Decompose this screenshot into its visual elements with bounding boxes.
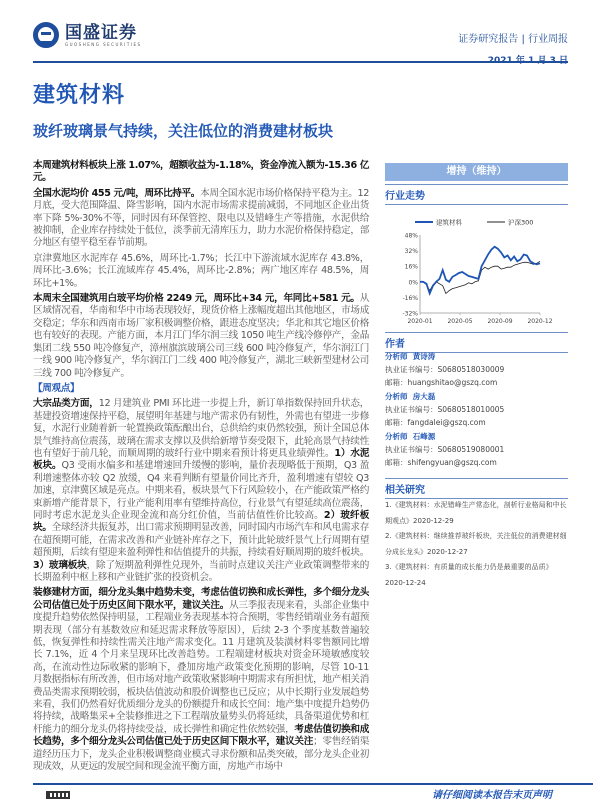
email-label: 邮箱： bbox=[385, 418, 408, 427]
bold-text: 1）水泥板块。 bbox=[33, 447, 369, 472]
cert-label: 执业证书编号： bbox=[385, 445, 438, 454]
y-tick-label: 48% bbox=[404, 232, 418, 240]
body-paragraph bbox=[33, 398, 369, 584]
cert-label: 执业证书编号： bbox=[385, 405, 438, 414]
analyst-name: 石峰源 bbox=[412, 432, 436, 441]
x-tick-label: 2020-05 bbox=[447, 318, 473, 325]
text-segment: 12 月建筑业 PMI 环比进一步提上升，新订单指数保持回升状态，基建投资增速保持平稳，展望明年基建与地产需求仍有韧性，外需也有望进一步修复，水泥行业随着新一轮置换政策酝酿出台，总供给约束仍然较强，预计全国总体景气维持高位震荡，玻璃在需求支撑以及供给新增节奏受限下，此轮高景气持续性也有望好于前几轮，而顺周期的玻纤行业中期来看预计将更具业绩弹性。 bbox=[33, 398, 369, 459]
related-list bbox=[385, 498, 568, 591]
analyst-card bbox=[385, 430, 504, 469]
related-item[interactable]: 2.《建筑材料：继续推荐玻纤板块，关注低位的消费建材细分成长龙头》2020-12-27 bbox=[385, 532, 567, 556]
analyst-card bbox=[385, 350, 504, 389]
industry-trend-chart bbox=[400, 210, 570, 335]
bold-text: 装修建材方面，细分龙头集中趋势未变，考虑估值切换和成长弹性，多个细分龙头公司估值已处于历史区间下限水平，建议关注。 bbox=[33, 587, 369, 611]
report-date bbox=[458, 53, 568, 66]
company-name-en: GUOSHENG SECURITIES bbox=[65, 41, 142, 47]
rating-badge: 增持（维持） bbox=[385, 163, 568, 181]
email-link[interactable]: fangdalei@gszq.com bbox=[407, 418, 486, 427]
cert-number: S0680519080001 bbox=[437, 445, 505, 454]
series-line-building-materials bbox=[420, 247, 540, 294]
x-tick-label: 2020-01 bbox=[407, 318, 433, 325]
company-name: 国盛证券 bbox=[65, 22, 137, 43]
analyst-role: 分析师 bbox=[385, 392, 408, 401]
text-segment: 从三季报表现来看，头部企业集中度提升趋势依然保持明显，工程端业务表现基本符合预期，零售经销端业务有超预期表现（部分有基数效应和延迟需求释放等原因），后续 2-3 个季度基数普遍较低，恢复弹性和持续性需关注地产需求变化。11 月建筑及装潢材料零售额同比增长 7.1%，近 4 个月来呈现环比改善趋势。工程端建材板块对资金环境敏感度较高，在流动性边际收紧的影响下，叠加房地产政策变化预期的影响，尽管 10-11 月数据指标有所改善，但市场对地产政策收紧影响中期需求有所担忧，地产相关消费品类需求预期较弱，板块估值波动和股价调整也已反应；从中长期行业发展趋势来看，我们仍然看好优质细分龙头的份额提升和成长空间：地产集中度提升趋势仍将持续，战略集采+全装修推进之下工程端放量势头仍将延续，具备渠道优势和杠杆能力的细分龙头仍将持续受益，成长弹性和确定性依然较强， bbox=[33, 599, 370, 735]
y-tick-label: 16% bbox=[404, 263, 418, 271]
x-tick-label: 2020-12 bbox=[527, 318, 553, 325]
email-link[interactable]: huangshitao@gszq.com bbox=[407, 378, 498, 387]
bold-text: 全国水泥均价 455 元/吨，周环比持平。 bbox=[33, 187, 201, 199]
company-logo bbox=[33, 22, 142, 48]
analyst-role: 分析师 bbox=[385, 352, 408, 361]
body-paragraph bbox=[33, 253, 369, 290]
report-type: 证券研究报告 | 行业周报 bbox=[458, 34, 568, 45]
analyst-role: 分析师 bbox=[385, 432, 408, 441]
text-segment: 从区域情况看，华南和华中市场表现较好，现货价格上涨幅度超出其他地区，市场成交稳定；华东和西南市场厂家积极调整价格，跟进态度坚决；华北和其它地区价格也有较好的表现。产能方面，本月江门华尔润三线 1050 吨生产线冷修停产，金晶集团二线 550 吨冷修复产，漳州旗滨玻璃公司三线 600 吨冷修复产，华尔润江门一线 900 吨冷修复产，华尔润江门二线 400 吨冷修复产，湖北三峡新型建材公司三线 700 吨冷修复产。 bbox=[33, 293, 369, 379]
cert-number: S0680518030009 bbox=[437, 365, 505, 374]
email-label: 邮箱： bbox=[385, 378, 408, 387]
analyst-card bbox=[385, 390, 504, 429]
x-tick-label: 2020-09 bbox=[487, 318, 513, 325]
y-tick-label: -32% bbox=[402, 310, 418, 318]
bold-text: 本周末全国建筑用白玻平均价格 2249 元，周环比+34 元，年同比+581 元。 bbox=[33, 293, 360, 305]
related-item[interactable]: 3.《建筑材料：有质量的成长能力仍是最重要的品质》 2020-12-24 bbox=[385, 563, 553, 587]
cert-number: S0680518010005 bbox=[437, 405, 505, 414]
text-segment: ，除了短期盈利弹性兑现外，当前时点建议关注产业政策调整带来的长期盈利中枢上移和产业链扩张的投资机会。 bbox=[33, 559, 370, 583]
text-segment: 【周观点】 bbox=[33, 382, 80, 394]
y-tick-label: 0% bbox=[408, 279, 418, 287]
body-paragraph bbox=[33, 587, 369, 773]
divider bbox=[33, 783, 593, 785]
y-tick-label: 32% bbox=[404, 248, 418, 256]
main-body bbox=[33, 160, 369, 777]
section-heading bbox=[33, 383, 369, 395]
text-segment: ；零售经销渠道经历压力下，龙头企业积极调整商业模式寻求份额和品类突破，部分龙头企业初现成效，从更远的发展空间和现金流平衡方面，房地产市场中 bbox=[33, 736, 370, 773]
logo-icon bbox=[33, 22, 59, 48]
report-subtitle: 玻纤玻璃景气持续，关注低位的消费建材板块 bbox=[33, 122, 334, 140]
text-segment: 本周全国水泥市场价格保持平稳为主。12 月底，受大范围降温、降雪影响，国内水泥市场需求提前减弱，不同地区企业出货率下降 5%-30%不等，同时因有环保管控、限电以及错峰生产等措施，水泥供给被抑制，企业库存持续处于低位，淡季前无清库压力，助力水泥价格保持稳定，部分地区有望平稳至春节前期。 bbox=[33, 187, 369, 249]
bold-text: 3）玻璃板块 bbox=[33, 559, 87, 571]
page-title: 建筑材料 bbox=[33, 83, 126, 108]
bold-text: 本周建筑材料板块上涨 1.07%，超额收益为-1.18%，资金净流入额为-15.36 亿元。 bbox=[33, 160, 369, 184]
bold-text: 大宗品类方面， bbox=[33, 398, 99, 410]
related-heading: 相关研究 bbox=[385, 478, 568, 499]
cert-label: 执业证书编号： bbox=[385, 365, 438, 374]
bold-text: 2）玻纤板块。 bbox=[33, 509, 370, 534]
trend-heading: 行业走势 bbox=[385, 184, 568, 205]
divider bbox=[33, 61, 568, 63]
email-link[interactable]: shifengyuan@gszq.com bbox=[407, 458, 497, 467]
author-heading: 作者 bbox=[385, 332, 568, 353]
related-item[interactable]: 1.《建筑材料：水泥错峰生产常态化，剖析行业格局和中长期观点》2020-12-29 bbox=[385, 501, 567, 525]
body-paragraph bbox=[33, 160, 369, 185]
footer-disclaimer: 请仔细阅读本报告末页声明 bbox=[432, 790, 552, 801]
text-segment: Q3 受雨水偏多和基建增速回升缓慢的影响，量价表现略低于预期，Q3 盈利增速整体亦较 Q2 放缓，Q4 来看判断有望量价同比齐升，盈利增速有望较 Q3 加速，京津冀区域是亮点。中期来看，板块景气下行风险较小，在产能政策严格约束新增产能背景下，行业产能利用率有望维持高位，行业景气有望延续高位震荡，同时考虑水泥龙头企业现金流和高分红价值，当前估值性价比较高。 bbox=[33, 460, 369, 521]
qr-code-icon bbox=[46, 791, 70, 799]
y-tick-label: -16% bbox=[402, 294, 418, 302]
legend-label: 沪深300 bbox=[508, 218, 534, 227]
series-line-csi300 bbox=[420, 261, 540, 293]
email-label: 邮箱： bbox=[385, 458, 408, 467]
text-segment: 全球经济共振复苏，出口需求预期明显改善，同时国内市场汽车和风电需求存在超预期可能，在需求改善和产业链补库存之下，预计此轮玻纤景气上行周期有望超预期，后续有望迎来盈利弹性和估值提升的共振，持续看好顺周期的玻纤板块。 bbox=[33, 522, 369, 559]
bold-text: 考虑估值切换和成长趋势，多个细分龙头公司估值已处于历史区间下限水平，建议关注 bbox=[33, 723, 370, 748]
text-segment: 京津冀地区水泥库存 45.6%，周环比-1.7%；长江中下游流域水泥库存 43.8%，周环比-3.6%；长江流域库存 45.4%，周环比-2.8%；两广地区库存 48.5%，周环比+1%。 bbox=[33, 252, 369, 289]
legend-label: 建筑材料 bbox=[436, 218, 462, 227]
analyst-name: 房大磊 bbox=[412, 392, 436, 401]
analyst-name: 黄诗涛 bbox=[412, 352, 436, 361]
body-paragraph bbox=[33, 188, 369, 250]
body-paragraph bbox=[33, 293, 369, 380]
